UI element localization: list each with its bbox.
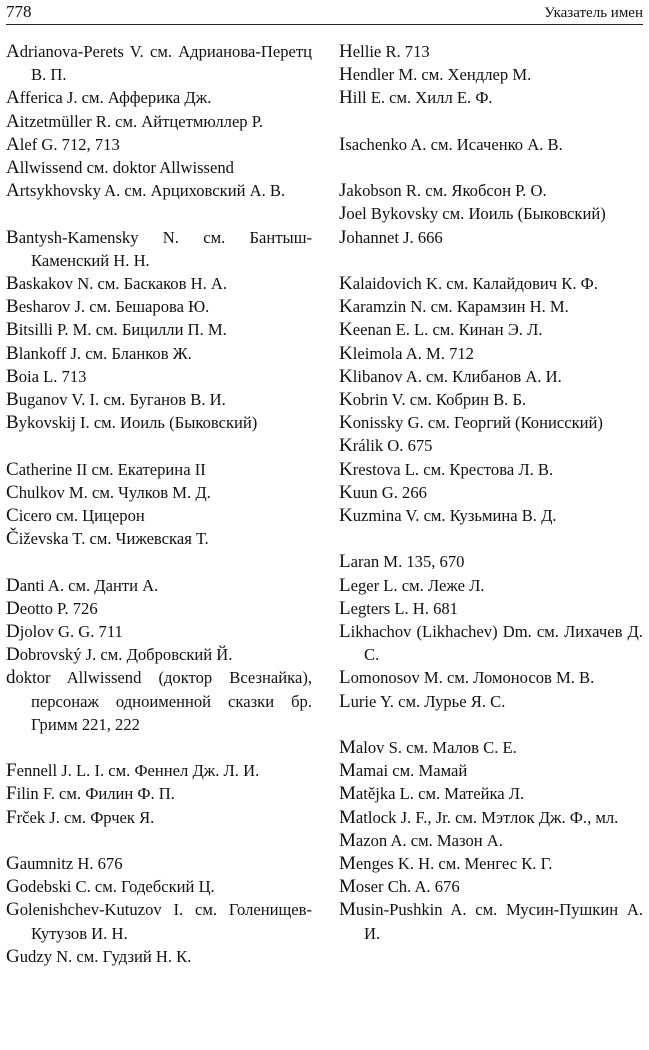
page-number: 778 [6,2,32,21]
index-entry: Afferica J. см. Афферика Дж. [6,87,212,109]
index-entry: Kalaidovich K. см. Калайдович К. Ф. [339,272,598,294]
index-letter-group [6,574,312,736]
index-entry: Legters L. H. 681 [339,597,458,619]
index-entry: Johannet J. 666 [339,226,443,248]
index-entry: Hellie R. 713 [339,41,430,62]
page-header [6,0,643,25]
index-entry: Allwissend см. doktor Allwissend [6,157,234,179]
index-entry: Matlock J. F., Jr. см. Мэтлок Дж. Ф., мл. [339,806,619,828]
index-letter-group [339,133,643,156]
index-column-right [339,40,643,968]
index-entry: Lurie Y. см. Лурье Я. С. [339,690,506,712]
index-entry: Čiževska T. см. Чижевская Т. [6,528,209,550]
index-entry: Besharov J. см. Бешарова Ю. [6,296,210,318]
index-entry: Malov S. см. Малов С. Е. [339,737,517,759]
index-entry: Artsykhovsky A. см. Арциховский А. В. [6,180,286,202]
index-entry: Lomonosov M. см. Ломоносов М. В. [339,667,595,689]
index-entry: Králik O. 675 [339,435,433,457]
index-entry: Keenan E. L. см. Кинан Э. Л. [339,319,543,341]
index-entry: Menges K. H. см. Менгес К. Г. [339,853,553,875]
index-entry: Godebski C. см. Годебский Ц. [6,876,215,898]
index-entry: Klibanov A. см. Клибанов А. И. [339,365,562,387]
index-entry: Bantysh-Kamensky N. см. Бантыш-Каменский Н. Н. [6,226,312,270]
index-entry: Isachenko A. см. Исаченко А. В. [339,133,563,155]
index-entry: Golenishchev-Kutuzov I. см. Голенищев-Кутузов И. Н. [6,899,312,943]
index-entry: Buganov V. I. см. Буганов В. И. [6,389,226,411]
index-entry: Laran M. 135, 670 [339,551,465,573]
index-entry: Mazon A. см. Мазон А. [339,829,503,851]
index-entry: Kobrin V. см. Кобрин В. Б. [339,389,527,410]
index-entry: Mamai см. Мамай [339,760,468,782]
index-entry: doktor Allwissend (доктор Всезнайка), персонаж одноименной сказки бр. Гримм 221, 222 [6,667,312,734]
index-entry: Matějka L. см. Матейка Л. [339,783,525,805]
index-entry: Krestova L. см. Крестова Л. В. [339,458,554,480]
index-column-left [6,40,312,991]
index-entry: Moser Ch. A. 676 [339,876,460,898]
index-entry: Aitzetmüller R. см. Айтцетмюллер Р. [6,110,264,132]
index-entry: Karamzin N. см. Карамзин Н. М. [339,296,569,318]
index-letter-group [6,852,312,968]
index-entry: Leger L. см. Леже Л. [339,574,485,596]
index-letter-group [339,272,643,527]
running-head: Указатель имен [544,5,643,21]
index-entry: Adrianova-Perets V. см. Адрианова-Перетц В. П. [6,41,312,85]
index-entry: Gudzy N. см. Гудзий Н. К. [6,945,192,967]
index-letter-group [6,759,312,829]
index-entry: Chulkov M. см. Чулков М. Д. [6,481,211,503]
index-entry: Joel Bykovsky см. Иоиль (Быковский) [339,203,606,225]
index-letter-group [6,226,312,435]
index-entry: Filin F. см. Филин Ф. П. [6,783,175,805]
index-entry: Musin-Pushkin A. см. Мусин-Пушкин А. И. [339,899,643,943]
index-entry: Jakobson R. см. Якобсон Р. О. [339,180,547,202]
index-entry: Bykovskij I. см. Иоиль (Быковский) [6,412,258,434]
index-entry: Dobrovský J. см. Добровский Й. [6,644,233,666]
index-entry: Alef G. 712, 713 [6,133,120,155]
index-letter-group [6,458,312,551]
index-entry: Hendler M. см. Хендлер М. [339,64,532,86]
index-entry: Danti A. см. Данти А. [6,574,159,596]
index-entry: Konissky G. см. Георгий (Конисский) [339,412,603,434]
index-letter-group [339,40,643,110]
index-entry: Baskakov N. см. Баскаков Н. А. [6,273,228,295]
index-letter-group [6,40,312,202]
index-entry: Bitsilli P. M. см. Бицилли П. М. [6,319,227,341]
index-entry: Fennell J. L. I. см. Феннел Дж. Л. И. [6,760,260,782]
index-entry: Cicero см. Цицерон [6,505,145,527]
index-entry: Hill E. см. Хилл Е. Ф. [339,87,493,109]
index-entry: Frček J. см. Фрчек Я. [6,806,155,828]
index-letter-group [339,550,643,712]
index-entry: Boia L. 713 [6,365,87,387]
index-entry: Kleimola A. M. 712 [339,342,474,364]
index-entry: Likhachov (Likhachev) Dm. см. Лихачев Д. С. [339,621,643,665]
index-entry: Gaumnitz H. 676 [6,853,123,875]
index-entry: Deotto P. 726 [6,597,98,619]
index-entry: Blankoff J. см. Бланков Ж. [6,342,192,364]
index-letter-group [339,736,643,945]
index-entry: Catherine II см. Екатерина II [6,458,206,480]
index-letter-group [339,179,643,249]
index-entry: Kuzmina V. см. Кузьмина В. Д. [339,505,557,527]
index-entry: Kuun G. 266 [339,481,427,503]
index-entry: Djolov G. G. 711 [6,621,123,643]
